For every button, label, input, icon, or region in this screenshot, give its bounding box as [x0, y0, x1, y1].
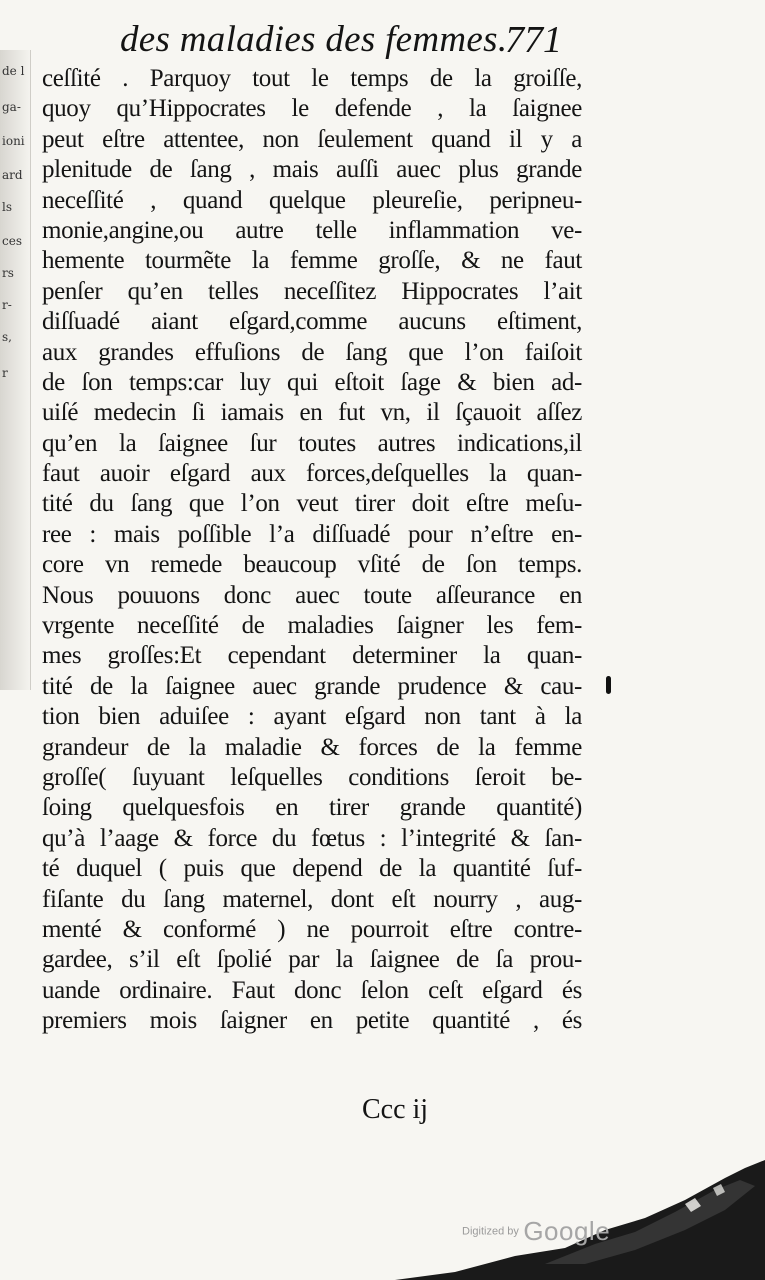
text-line: hemente tourmẽte la femme groſſe, & ne faut	[42, 247, 582, 275]
text-line: menté & conformé ) ne pourroit eſtre contre-	[42, 915, 582, 943]
text-line: penſer qu’en telles neceſſitez Hippocrates l’ait	[42, 277, 582, 305]
text-line: diſſuadé aiant eſgard,comme aucuns eſtiment,	[42, 308, 582, 336]
text-line: ree : mais poſſible l’a diſſuadé pour n’eſtre en-	[42, 520, 582, 548]
watermark-logo: Google	[523, 1216, 611, 1246]
adjacent-page-margin	[0, 50, 31, 690]
text-line: té duquel ( puis que depend de la quantité ſuf-	[42, 855, 582, 883]
text-line: de ſon temps:car luy qui eſtoit ſage & bien ad-	[42, 368, 582, 396]
watermark-prefix: Digitized by	[462, 1225, 519, 1238]
text-line: tité du ſang que l’on veut tirer doit eſtre meſu-	[42, 490, 582, 518]
text-line: grandeur de la maladie & forces de la femme	[42, 733, 582, 761]
body-text	[42, 64, 582, 1037]
text-line: gardee, s’il eſt ſpolié par la ſaignee de ſa prou-	[42, 946, 582, 974]
text-line: monie,angine,ou autre telle inflammation ve-	[42, 216, 582, 244]
text-line: vrgente neceſſité de maladies ſaigner les fem-	[42, 612, 582, 640]
margin-note: de l	[2, 64, 25, 78]
text-line: uande ordinaire. Faut donc ſelon ceſt eſgard és	[42, 976, 582, 1004]
text-line: peut eſtre attentee, non ſeulement quand il y a	[42, 125, 582, 153]
text-line: faut auoir eſgard aux forces,deſquelles la quan-	[42, 460, 582, 488]
text-line: tion bien aduiſee : ayant eſgard non tant à la	[42, 703, 582, 731]
digitization-watermark	[462, 1216, 610, 1247]
text-line: ſoing quelquesfois en tirer grande quantité)	[42, 794, 582, 822]
text-line: qu’à l’aage & force du fœtus : l’integrité & ſan-	[42, 824, 582, 852]
text-line: groſſe( ſuyuant leſquelles conditions ſeroit be-	[42, 763, 582, 791]
text-line: quoy qu’Hippocrates le defende , la ſaignee	[42, 95, 582, 123]
margin-note: s,	[2, 330, 12, 344]
text-line: Nous pouuons donc auec toute aſſeurance en	[42, 581, 582, 609]
margin-note: rs	[2, 266, 14, 280]
margin-note: r-	[2, 298, 12, 312]
margin-note: ard	[2, 168, 23, 182]
text-line: core vn remede beaucoup vſité de ſon temps.	[42, 551, 582, 579]
text-line: premiers mois ſaigner en petite quantité , és	[42, 1007, 582, 1035]
ink-speck	[606, 676, 611, 694]
margin-note: ga-	[2, 100, 21, 114]
page-number: 771	[505, 19, 562, 61]
text-line: fiſante du ſang maternel, dont eſt nourry , aug-	[42, 885, 582, 913]
margin-note: ces	[2, 234, 22, 248]
text-line: ceſſité . Parquoy tout le temps de la groiſſe,	[42, 65, 582, 92]
signature-mark: Ccc ij	[362, 1094, 429, 1125]
text-line: aux grandes effuſions de ſang que l’on faiſoit	[42, 338, 582, 366]
margin-note: ioni	[2, 134, 25, 148]
text-line: qu’en la ſaignee ſur toutes autres indications,il	[42, 429, 582, 457]
text-line: tité de la ſaignee auec grande prudence & cau-	[42, 672, 582, 700]
running-title: des maladies des femmes.	[120, 19, 508, 60]
text-line: mes groſſes:Et cependant determiner la quan-	[42, 642, 582, 670]
text-line: plenitude de ſang , mais auſſi auec plus grande	[42, 156, 582, 184]
margin-note: r	[2, 366, 8, 380]
text-line: neceſſité , quand quelque pleureſie, peripneu-	[42, 186, 582, 214]
margin-note: ls	[2, 200, 12, 214]
text-line: uiſé medecin ſi iamais en fut vn, il ſçauoit aſſez	[42, 399, 582, 427]
